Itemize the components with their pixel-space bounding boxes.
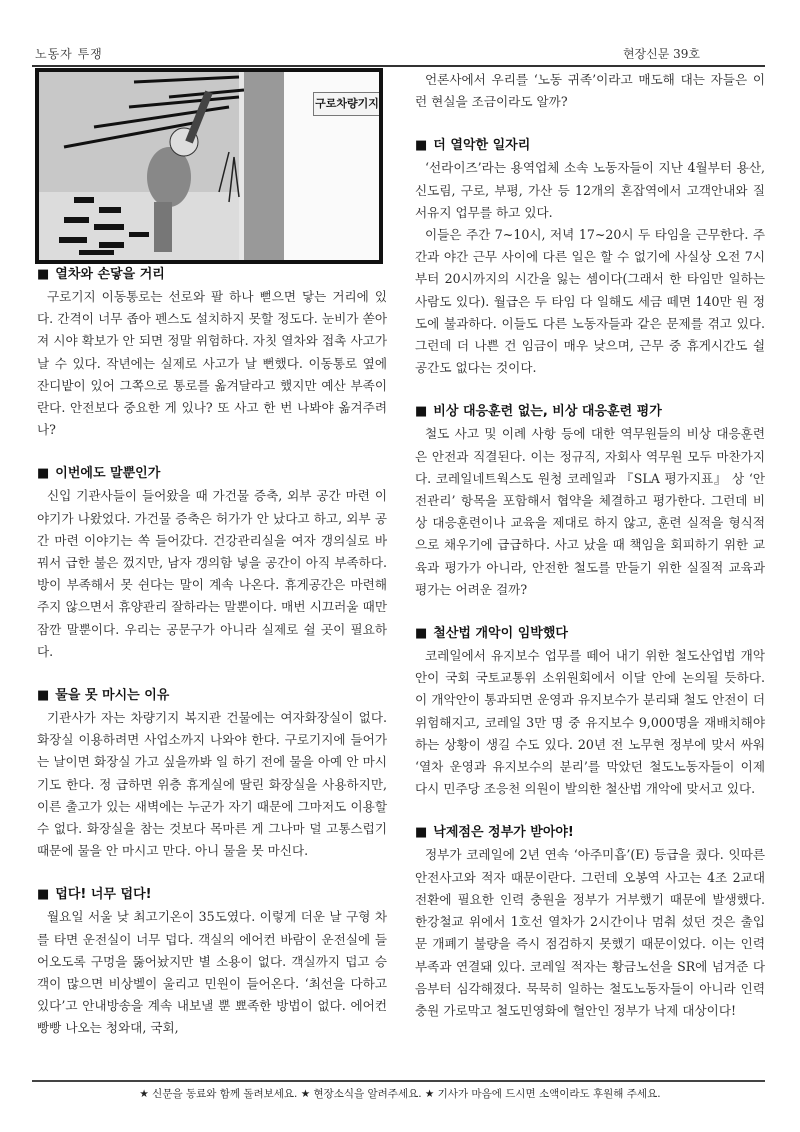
section-heading: ■ 이번에도 말뿐인가 <box>37 466 161 482</box>
square-bullet-icon: ■ <box>415 404 428 420</box>
article-section <box>415 135 765 379</box>
section-heading: ■ 물을 못 마시는 이유 <box>37 688 170 704</box>
continued-paragraph <box>415 69 765 113</box>
newsletter-section-label: 노동자 투쟁 <box>35 47 103 61</box>
gurou-depot-sign: 구로차량기지 <box>313 92 381 116</box>
right-column <box>415 69 765 1044</box>
article-section <box>415 401 765 601</box>
paragraph: 언론사에서 우리를 ‘노동 귀족’이라고 매도해 대는 자들은 이런 현실을 조금이라도 알까? <box>415 72 765 110</box>
paragraph: 신입 기관사들이 들어왔을 때 가건물 증축, 외부 공간 마련 이야기가 나왔었다. 가건물 증축은 허가가 안 났다고 하고, 외부 공간 마련 이야기는 쏙 들어갔다. 건강관리실을 여자 갱의실로 바꿔서 급한 불은 껐지만, 남자 갱의함 넣을 공간이 아직 부족하다. 방이 부족해서 못 쉰다는 말이 계속 나온다. 휴게공간은 마련해주지 않으면서 휴양관리 잘하라는 말뿐이다. 매번 시끄러울 때만 잠깐 말뿐이다. 우리는 공문구가 아니라 실제로 쉴 곳이 필요하다. <box>37 488 387 659</box>
left-column <box>37 264 387 1062</box>
section-heading: ■ 비상 대응훈련 없는, 비상 대응훈련 평가 <box>415 404 662 420</box>
paragraph: 구로기지 이동통로는 선로와 팔 하나 뻗으면 닿는 거리에 있다. 간격이 너무 좁아 펜스도 설치하지 못할 정도다. 눈비가 쏟아져 시야 확보가 안 되면 정말 위험하다. 자칫 열차와 접촉 사고가 날 수 있다. 작년에는 실제로 사고가 날 뻔했다. 이동통로 옆에 잔디밭이 있어 그쪽으로 통로를 옮겨달라고 했지만 예산 부족이란다. 안전보다 중요한 게 있나? 또 사고 한 번 나봐야 옮겨주려나? <box>37 289 387 438</box>
paragraph: 월요일 서울 낮 최고기온이 35도였다. 이렇게 더운 날 구형 차를 타면 운전실이 너무 덥다. 객실의 에어컨 바람이 운전실에 들어오도록 구멍을 뚫어놨지만 별 소용이 없다. 객실까지 덥고 승객이 많으면 비상벨이 울리고 민원이 들어온다. ‘최선을 다하고 있다’고 안내방송을 계속 내보낼 뿐 뾰족한 방법이 없다. 에어컨 빵빵 나오는 청와대, 국회, <box>37 909 387 1036</box>
paragraph: 코레일에서 유지보수 업무를 떼어 내기 위한 철도산업법 개악안이 국회 국토교통위 소위원회에서 이달 안에 논의될 듯하다. 이 개악안이 통과되면 운영과 유지보수가 분리돼 철도 안전이 더 위험해지고, 코레일 3만 명 중 유지보수 9,000명을 재배치해야 하는 상황이 생길 수도 있다. 20년 전 노무현 정부에 맞서 싸워 ‘열차 운영과 유지보수의 분리’를 막았던 철도노동자들이 이제 다시 민주당 조응천 의원이 발의한 철산법 개악에 맞서고 있다. <box>415 648 765 797</box>
square-bullet-icon: ■ <box>37 887 50 903</box>
paragraph: 철도 사고 및 이례 사항 등에 대한 역무원들의 비상 대응훈련은 안전과 직결된다. 이는 정규직, 자회사 역무원 모두 마찬가지다. 코레일네트웍스도 원청 코레일과 『SLA 평가지표』 상 ‘안전관리’ 항목을 포함해서 협약을 체결하고 평가한다. 그런데 비상 대응훈련이나 교육을 제대로 하지 않고, 훈련 실적을 형식적으로 채우기에 급급하다. 사고 났을 때 책임을 회피하기 위한 교육과 평가가 아니라, 안전한 철도를 만들기 위한 실질적 교육과 평가는 어려운 걸까? <box>415 426 765 597</box>
article-section <box>37 685 387 862</box>
section-heading: ■ 더 열악한 일자리 <box>415 138 531 154</box>
section-heading: ■ 열차와 손닿을 거리 <box>37 267 165 282</box>
square-bullet-icon: ■ <box>37 688 50 704</box>
section-heading: ■ 철산법 개악이 임박했다 <box>415 626 568 642</box>
square-bullet-icon: ■ <box>415 825 428 841</box>
paragraph: 이들은 주간 7~10시, 저녁 17~20시 두 타임을 근무한다. 주간과 야간 근무 사이에 다른 일은 할 수 없기에 사실상 오전 7시부터 20시까지의 시간을 잃는 셈이다(그래서 한 타임만 일하는 사람도 있다). 월급은 두 타임 다 일해도 세금 떼면 140만 원 정도에 불과하다. 이들도 다른 노동자들과 같은 문제를 겪고 있다. 그런데 더 나쁜 건 임금이 매우 낮으며, 근무 중 휴게시간도 쉴 공간도 없다는 것이다. <box>415 227 765 376</box>
paragraph: ‘선라이즈’라는 용역업체 소속 노동자들이 지난 4월부터 용산, 신도림, 구로, 부평, 가산 등 12개의 혼잡역에서 고객안내와 질서유지 업무를 하고 있다. <box>415 160 765 220</box>
square-bullet-icon: ■ <box>37 466 50 482</box>
article-section <box>37 264 387 441</box>
square-bullet-icon: ■ <box>37 267 50 282</box>
paragraph: 기관사가 자는 차량기지 복지관 건물에는 여자화장실이 없다. 화장실 이용하려면 사업소까지 나와야 한다. 구로기지에 들어가는 날이면 화장실 가고 싶을까봐 일 하기 전에 물을 아예 안 마시기도 한다. 정 급하면 위층 휴게실에 딸린 화장실을 사용하지만, 이른 출고가 있는 새벽에는 누군가 자기 때문에 그마저도 이용할 수 없다. 화장실을 참는 것보다 목마른 게 그나마 덜 고통스럽기 때문에 물을 안 마시고 만다. 아니 물을 못 마신다. <box>37 710 387 859</box>
footer-divider <box>32 1080 765 1082</box>
article-section <box>415 623 765 800</box>
article-section <box>415 822 765 1022</box>
section-heading: ■ 덥다! 너무 덥다! <box>37 887 152 903</box>
cartoon-illustration <box>35 68 383 264</box>
paragraph: 정부가 코레일에 2년 연속 ‘아주미흡’(E) 등급을 줬다. 잇따른 안전사고와 적자 때문이란다. 그런데 오봉역 사고는 4조 2교대 전환에 필요한 인력 충원을 정부가 거부했기 때문에 발생했다. 한강철교 위에서 1호선 열차가 2시간이나 멈춰 섰던 것은 출입문 개폐기 불량을 즉시 점검하지 못했기 때문이었다. 이는 인력부족과 연결돼 있다. 코레일 적자는 황금노선을 SR에 넘겨준 다음부터 심각해졌다. 묵묵히 일하는 철도노동자들이 아니라 인력충원 가로막고 철도민영화에 혈안인 정부가 낙제 대상이다! <box>415 847 765 1018</box>
newsletter-issue-label: 현장신문 39호 <box>622 47 700 61</box>
square-bullet-icon: ■ <box>415 626 428 642</box>
article-section <box>37 463 387 663</box>
article-section <box>37 884 387 1039</box>
footer-note: ★ 신문을 동료와 함께 돌려보세요. ★ 현장소식을 알려주세요. ★ 기사가 마음에 드시면 소액이라도 후원해 주세요. <box>139 1088 661 1100</box>
square-bullet-icon: ■ <box>415 138 428 154</box>
section-heading: ■ 낙제점은 정부가 받아야! <box>415 825 574 841</box>
header-divider <box>32 65 765 67</box>
